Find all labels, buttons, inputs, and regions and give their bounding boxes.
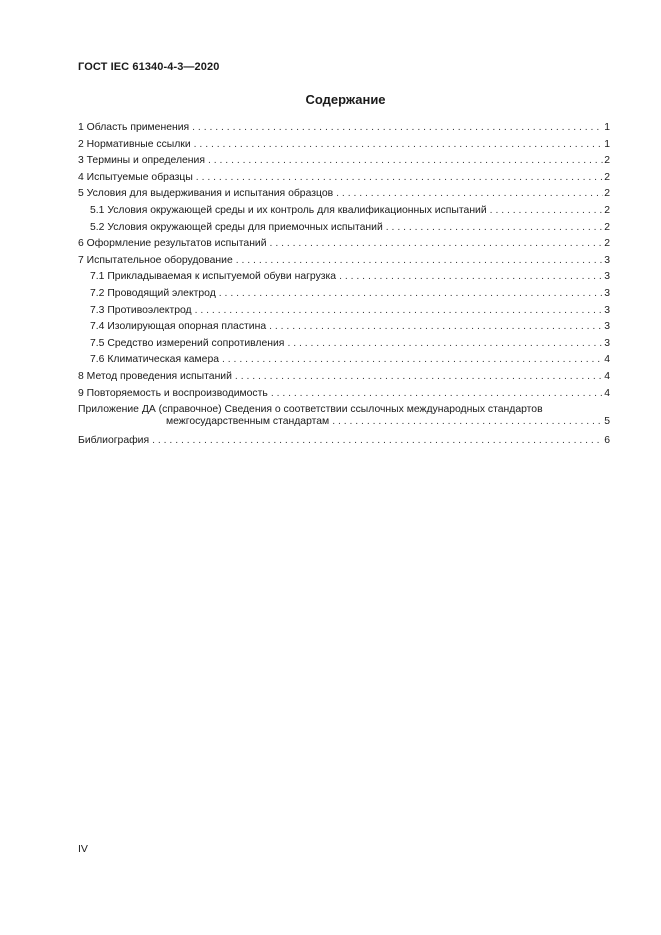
toc-entry[interactable] — [78, 319, 610, 336]
toc-entry-page-number: 6 — [604, 435, 610, 447]
document-code: ГОСТ IEC 61340-4-3—2020 — [78, 61, 220, 73]
toc-entry-title: 9 Повторяемость и воспроизводимость — [78, 387, 268, 399]
toc-entry[interactable] — [78, 186, 610, 203]
toc-entry-page-number: 2 — [604, 238, 610, 250]
toc-entry-title: 5.1 Условия окружающей среды и их контроль для квалификационных испытаний — [90, 204, 487, 216]
dot-leader — [235, 369, 603, 386]
toc-entry-appendix[interactable] — [78, 404, 610, 429]
dot-leader — [339, 269, 603, 286]
toc-entry-title: 5 Условия для выдерживания и испытания образцов — [78, 188, 334, 200]
toc-entry-page-number: 5 — [604, 416, 610, 428]
dot-leader — [332, 416, 603, 428]
toc-entry-title: 7.4 Изолирующая опорная пластина — [90, 321, 267, 333]
toc-entry-title: 3 Термины и определения — [78, 155, 205, 167]
toc-entry-page-number: 1 — [604, 138, 610, 150]
toc-entry-page-number: 2 — [604, 171, 610, 183]
toc-entry[interactable] — [78, 303, 610, 320]
toc-entry[interactable] — [78, 203, 610, 220]
toc-entry[interactable] — [78, 236, 610, 253]
toc-entry-page-number: 1 — [604, 122, 610, 133]
toc-entry[interactable] — [78, 170, 610, 187]
toc-entry-appendix-title-cont: межгосударственным стандартам — [166, 416, 330, 428]
toc-entry-title: 7.2 Проводящий электрод — [90, 287, 216, 299]
toc-entry-bibliography[interactable] — [78, 433, 610, 450]
dot-leader — [219, 286, 603, 303]
table-of-contents — [78, 120, 610, 450]
dot-leader — [208, 153, 603, 170]
toc-entry-page-number: 3 — [604, 321, 610, 333]
dot-leader — [336, 186, 603, 203]
toc-entry-page-number: 3 — [604, 271, 610, 283]
toc-entry-page-number: 2 — [604, 188, 610, 200]
dot-leader — [152, 433, 603, 450]
toc-entry-page-number: 2 — [604, 204, 610, 216]
toc-entry[interactable] — [78, 153, 610, 170]
toc-entry[interactable] — [78, 120, 610, 137]
dot-leader — [270, 236, 604, 253]
toc-entry-title: Библиография — [78, 435, 150, 447]
toc-entry-appendix-title: Приложение ДА (справочное) Сведения о соответствии ссылочных международных стандартов — [78, 404, 543, 416]
toc-entry[interactable] — [78, 137, 610, 154]
toc-entry-title: 5.2 Условия окружающей среды для приемочных испытаний — [90, 221, 383, 233]
toc-entry-title: 1 Область применения — [78, 122, 190, 133]
dot-leader — [386, 220, 603, 237]
toc-entry[interactable] — [78, 253, 610, 270]
dot-leader — [269, 319, 603, 336]
dot-leader — [194, 137, 604, 154]
toc-entry[interactable] — [78, 286, 610, 303]
toc-entry[interactable] — [78, 336, 610, 353]
dot-leader — [287, 336, 603, 353]
toc-title: Содержание — [305, 92, 386, 107]
toc-entries — [78, 120, 610, 402]
toc-entry[interactable] — [78, 386, 610, 403]
toc-entry[interactable] — [78, 352, 610, 369]
toc-entry-page-number: 4 — [604, 354, 610, 366]
toc-entry-title: 7.5 Средство измерений сопротивления — [90, 337, 285, 349]
toc-entry[interactable] — [78, 369, 610, 386]
toc-entry-page-number: 4 — [604, 387, 610, 399]
toc-entry-title: 7.3 Противоэлектрод — [90, 304, 192, 316]
toc-entry-appendix-continuation — [78, 416, 610, 429]
toc-entry-page-number: 3 — [604, 304, 610, 316]
toc-entry-title: 7 Испытательное оборудование — [78, 254, 233, 266]
toc-entry-page-number: 2 — [604, 155, 610, 167]
page-number: IV — [78, 843, 88, 855]
toc-entry-page-number: 2 — [604, 221, 610, 233]
dot-leader — [222, 352, 603, 369]
toc-entry-page-number: 4 — [604, 370, 610, 382]
toc-entry-title: 7.1 Прикладываемая к испытуемой обуви нагрузка — [90, 271, 337, 283]
toc-entry-page-number: 3 — [604, 287, 610, 299]
dot-leader — [192, 120, 603, 137]
toc-entry[interactable] — [78, 269, 610, 286]
dot-leader — [490, 203, 604, 220]
toc-entry-page-number: 3 — [604, 337, 610, 349]
dot-leader — [196, 170, 603, 187]
toc-entry-title: 2 Нормативные ссылки — [78, 138, 191, 150]
toc-entry[interactable] — [78, 220, 610, 237]
toc-entry-title: 7.6 Климатическая камера — [90, 354, 219, 366]
dot-leader — [236, 253, 604, 270]
toc-entry-title: 4 Испытуемые образцы — [78, 171, 193, 183]
dot-leader — [271, 386, 603, 403]
toc-entry-page-number: 3 — [604, 254, 610, 266]
dot-leader — [195, 303, 604, 320]
toc-entry-title: 6 Оформление результатов испытаний — [78, 238, 267, 250]
toc-entry-title: 8 Метод проведения испытаний — [78, 370, 232, 382]
